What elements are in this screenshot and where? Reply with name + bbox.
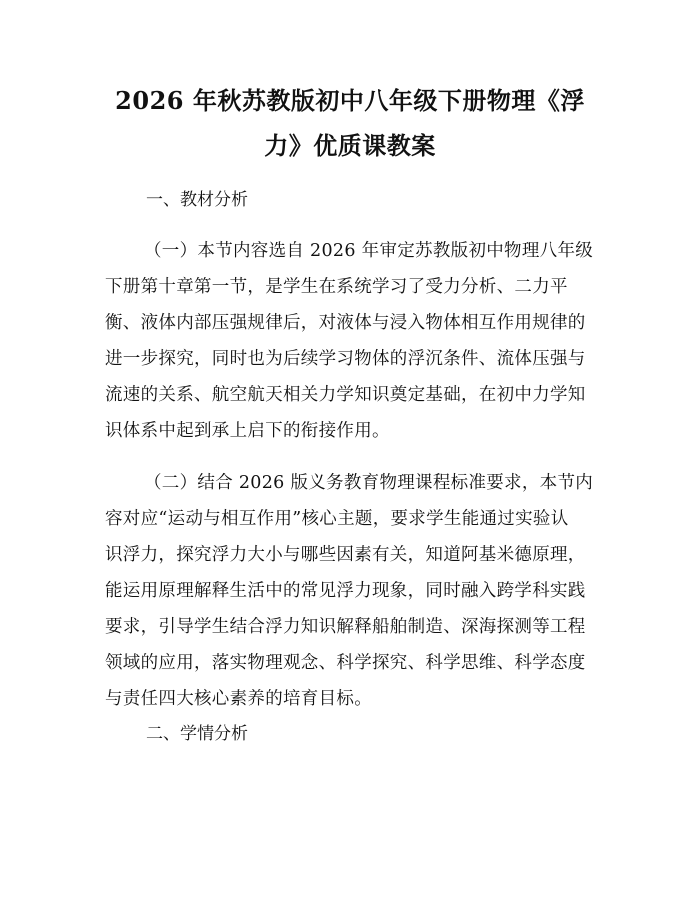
section-heading-learner-analysis: 二、学情分析	[146, 724, 248, 744]
paragraph-1-line-3: 衡、液体内部压强规律后，对液体与浸入物体相互作用规律的	[105, 313, 586, 333]
paragraph-2-line-2: 容对应“运动与相互作用”核心主题，要求学生能通过实验认	[105, 509, 569, 529]
paragraph-2-line-4: 能运用原理解释生活中的常见浮力现象，同时融入跨学科实践	[105, 581, 586, 601]
paragraph-1-line-2: 下册第十章第一节，是学生在系统学习了受力分析、二力平	[105, 277, 568, 297]
paragraph-2-line-7: 与责任四大核心素养的培育目标。	[105, 689, 372, 709]
paragraph-1-line-6: 识体系中起到承上启下的衔接作用。	[105, 421, 390, 441]
paragraph-2-line-5: 要求，引导学生结合浮力知识解释船舶制造、深海探测等工程	[105, 617, 586, 637]
paragraph-2-line-6: 领域的应用，落实物理观念、科学探究、科学思维、科学态度	[105, 653, 586, 673]
paragraph-2-line-1: （二）结合 2026 版义务教育物理课程标准要求，本节内	[144, 473, 594, 493]
document-title-line-1: 2026 年秋苏教版初中八年级下册物理《浮	[115, 86, 585, 115]
paragraph-2-line-3: 识浮力，探究浮力大小与哪些因素有关，知道阿基米德原理，	[105, 545, 586, 565]
section-heading-textbook-analysis: 一、教材分析	[146, 190, 248, 210]
document-title-line-2: 力》优质课教案	[264, 131, 436, 160]
paragraph-1-line-4: 进一步探究，同时也为后续学习物体的浮沉条件、流体压强与	[105, 349, 586, 369]
paragraph-1-line-5: 流速的关系、航空航天相关力学知识奠定基础，在初中力学知	[105, 385, 586, 405]
paragraph-1-line-1: （一）本节内容选自 2026 年审定苏教版初中物理八年级	[144, 241, 594, 261]
